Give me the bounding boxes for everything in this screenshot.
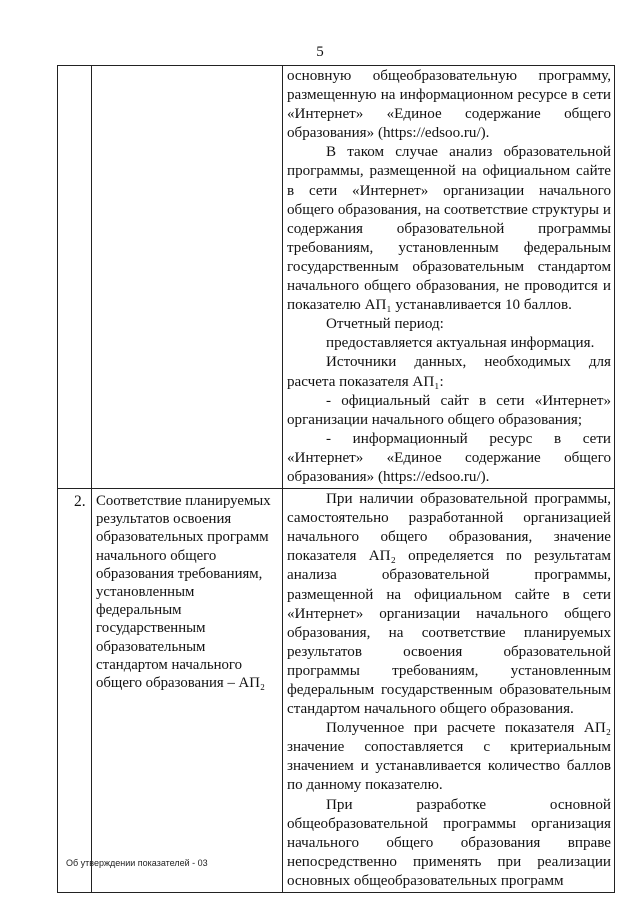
- paragraph: предоставляется актуальная информация.: [326, 335, 595, 352]
- page-number: 5: [316, 44, 324, 60]
- table-row: [58, 66, 615, 489]
- indicators-table: [57, 65, 615, 893]
- table-row: [58, 489, 615, 893]
- paragraph: Отчетный период:: [326, 316, 444, 333]
- indicator-name-cell: [92, 66, 283, 489]
- methodology-cell: [283, 489, 615, 893]
- row-number-cell: [58, 66, 92, 489]
- indicator-name-cell: Соответствие планируемых результатов освоения образовательных программ начального общего образования требованиям, установленным федеральным государственным образовательным стандартом начального общего образования – АП₂: [92, 489, 283, 893]
- paragraph: Полученное при расчете показателя АП₂ значение сопоставляется с критериальным значением и устанавливается количество баллов по данному показателю.: [287, 720, 611, 794]
- paragraph: основную общеобразовательную программу, размещенную на информационном ресурсе в сети «Интернет» «Единое содержание общего образования» (https://edsoo.ru/).: [287, 68, 611, 142]
- paragraph: Источники данных, необходимых для расчета показателя АП₁:: [287, 354, 611, 390]
- paragraph: - официальный сайт в сети «Интернет» организации начального общего образования;: [287, 392, 611, 428]
- methodology-text: [283, 489, 614, 892]
- row-number-cell: 2.: [58, 489, 92, 893]
- methodology-text: [283, 66, 614, 488]
- paragraph: При наличии образовательной программы, самостоятельно разработанной организацией начального общего образования, значение показателя АП₂ определяется по результатам анализа образовательной программы, размещенной на официальном сайте в сети «Интернет» организации начального общего образования, на соответствие планируемых результатов освоения образовательной программы требованиям, установленным федеральным государственным образовательным стандартом начального общего образования.: [287, 491, 611, 718]
- methodology-cell: [283, 66, 615, 489]
- document-footer: Об утверждении показателей - 03: [66, 858, 208, 868]
- paragraph: В таком случае анализ образовательной программы, размещенной на официальном сайте в сети «Интернет» организации начального общего образования, на соответствие структуры и содержания образовательной программы требованиям, установленным федеральным государственным образовательным стандартом начального общего образования, не проводится и показателю АП₁ устанавливается 10 баллов.: [287, 144, 611, 314]
- paragraph: - информационный ресурс в сети «Интернет» «Единое содержание общего образования» (https://edsoo.ru/).: [287, 430, 611, 485]
- paragraph: При разработке основной общеобразовательной программы организация начального общего образования вправе непосредственно применять при реализации основных общеобразовательных программ: [287, 796, 611, 889]
